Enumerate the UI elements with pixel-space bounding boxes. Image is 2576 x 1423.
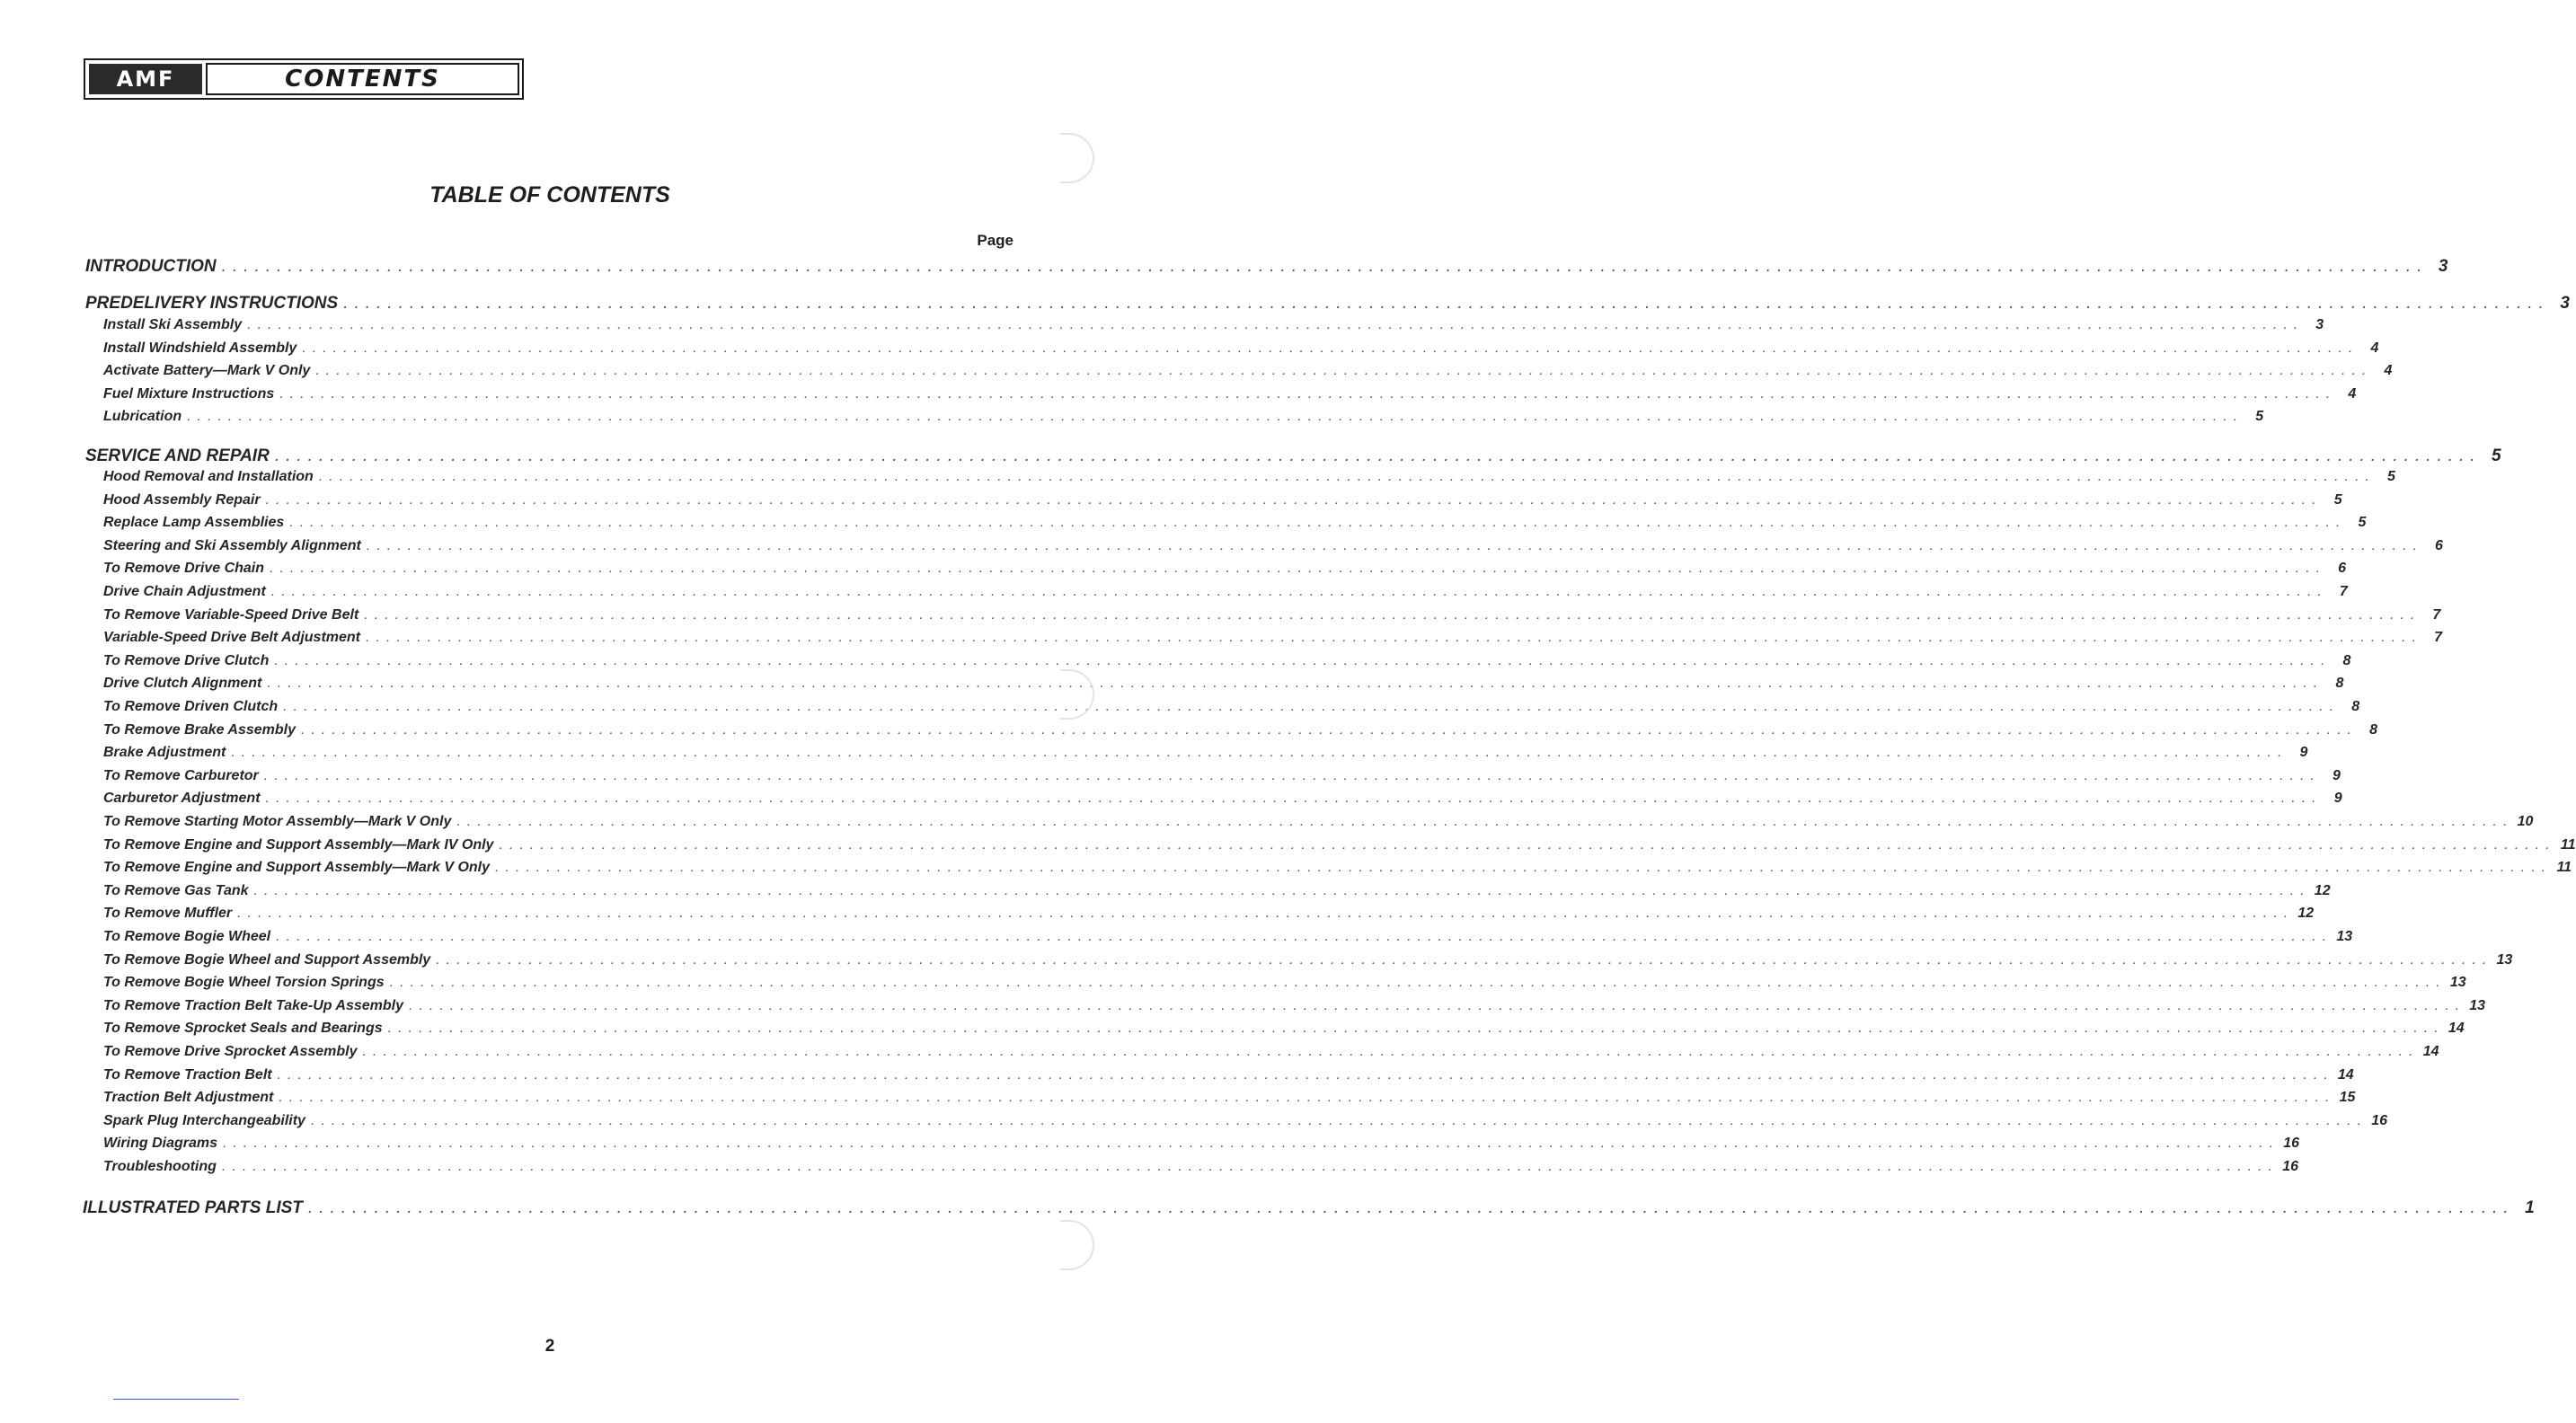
toc-entry-title: To Remove Starting Motor Assembly—Mark V Only: [103, 814, 452, 829]
toc-entry-title: Wiring Diagrams: [103, 1136, 217, 1152]
toc-entry-title: Steering and Ski Assembly Alignment: [103, 537, 361, 553]
toc-item-row: [103, 363, 2393, 384]
dot-leader: ........................................................................................................................................................................................................: [366, 537, 2423, 553]
toc-item-row: [103, 561, 2347, 582]
toc-entry-title: To Remove Traction Belt: [103, 1066, 272, 1083]
amf-logo: AMF: [88, 63, 203, 95]
toc-entry-title: Variable-Speed Drive Belt Adjustment: [103, 630, 360, 646]
toc-entry-title: To Remove Drive Clutch: [103, 652, 270, 668]
toc-entry-page: 5: [2358, 515, 2367, 531]
toc-entry-title: Install Ski Assembly: [103, 317, 243, 332]
toc-entry-page: 12: [2297, 906, 2315, 922]
toc-entry-page: 9: [2333, 791, 2342, 807]
toc-entry-page: 7: [2434, 630, 2443, 646]
toc-entry-page: 14: [2337, 1066, 2354, 1083]
dot-leader: ........................................................................................................................................................................................................: [237, 906, 2295, 922]
toc-entry-title: Troubleshooting: [103, 1159, 217, 1174]
toc-entry-title: To Remove Variable-Speed Drive Belt: [103, 606, 359, 623]
dot-leader: ........................................................................................................................................................................................................: [307, 1198, 2515, 1217]
toc-entry-page: 7: [2339, 584, 2348, 599]
toc-section-row: [83, 1198, 2535, 1220]
toc-entry-title: Replace Lamp Assemblies: [103, 515, 285, 531]
header-title-box: [206, 63, 519, 95]
dot-leader: ........................................................................................................................................................................................................: [301, 721, 2359, 738]
toc-item-row: [103, 929, 2353, 950]
toc-entry-title: Traction Belt Adjustment: [103, 1090, 274, 1106]
dot-leader: ........................................................................................................................................................................................................: [436, 951, 2493, 968]
toc-entry-page: 10: [2517, 814, 2534, 829]
header-bar: [84, 58, 524, 100]
toc-item-row: [103, 906, 2315, 927]
toc-entry-page: 15: [2339, 1090, 2356, 1106]
dot-leader: ........................................................................................................................................................................................................: [409, 997, 2466, 1013]
toc-entry-title: To Remove Engine and Support Assembly—Mark IV Only: [103, 836, 494, 853]
toc-item-row: [103, 630, 2443, 651]
toc-entry-page: 13: [2449, 975, 2466, 991]
dot-leader: ........................................................................................................................................................................................................: [387, 1021, 2445, 1037]
toc-item-row: [103, 767, 2341, 790]
toc-section-row: [85, 257, 2448, 278]
toc-entry-page: 3: [2560, 294, 2570, 313]
page-number: 2: [544, 1337, 555, 1356]
dot-leader: ........................................................................................................................................................................................................: [283, 699, 2341, 714]
toc-item-row: [103, 409, 2264, 430]
toc-item-row: [103, 721, 2378, 744]
toc-entry-title: Install Windshield Assembly: [103, 340, 297, 356]
toc-item-row: [103, 385, 2357, 408]
page-heading: TABLE OF CONTENTS: [429, 182, 670, 208]
toc-entry-page: 8: [2369, 721, 2378, 738]
toc-entry-title: To Remove Bogie Wheel: [103, 929, 271, 944]
dot-leader: ........................................................................................................................................................................................................: [265, 491, 2323, 508]
toc-entry-title: To Remove Brake Assembly: [103, 721, 297, 738]
toc-item-row: [103, 882, 2331, 905]
dot-leader: ........................................................................................................................................................................................................: [274, 446, 2482, 465]
toc-entry-title: Brake Adjustment: [103, 745, 226, 761]
toc-entry-title: Drive Clutch Alignment: [103, 676, 262, 692]
dot-leader: ........................................................................................................................................................................................................: [274, 652, 2332, 668]
toc-item-row: [103, 584, 2348, 605]
toc-entry-page: 5: [2255, 409, 2264, 425]
toc-entry-title: Drive Chain Adjustment: [103, 584, 266, 599]
toc-entry-title: To Remove Drive Sprocket Assembly: [103, 1044, 358, 1059]
dot-leader: ........................................................................................................................................................................................................: [364, 606, 2421, 623]
toc-entry-page: 5: [2333, 491, 2342, 508]
toc-entry-title: To Remove Sprocket Seals and Bearings: [103, 1021, 383, 1037]
toc-item-row: [103, 1066, 2354, 1089]
toc-entry-page: 14: [2448, 1021, 2465, 1037]
toc-entry-page: 3: [2315, 317, 2324, 332]
dot-leader: ........................................................................................................................................................................................................: [247, 317, 2305, 332]
toc-entry-page: 13: [2469, 997, 2486, 1013]
dot-leader: ........................................................................................................................................................................................................: [279, 385, 2337, 402]
toc-entry-title: SERVICE AND REPAIR: [85, 446, 270, 465]
dot-leader: ........................................................................................................................................................................................................: [231, 745, 2288, 761]
toc-entry-title: Hood Removal and Installation: [103, 469, 314, 484]
toc-entry-page: 13: [2336, 929, 2353, 944]
toc-item-row: [103, 515, 2367, 536]
dot-leader: ........................................................................................................................................................................................................: [362, 1044, 2420, 1059]
dot-leader: ........................................................................................................................................................................................................: [279, 1090, 2336, 1106]
toc-entry-title: To Remove Drive Chain: [103, 561, 265, 577]
toc-item-row: [103, 537, 2443, 560]
toc-entry-title: To Remove Driven Clutch: [103, 699, 279, 714]
dot-leader: ........................................................................................................................................................................................................: [223, 1136, 2280, 1152]
dot-leader: ........................................................................................................................................................................................................: [270, 584, 2328, 599]
toc-entry-page: 1: [2525, 1198, 2535, 1217]
toc-entry-title: To Remove Bogie Wheel Torsion Springs: [103, 975, 385, 991]
toc-item-row: [103, 1136, 2300, 1157]
toc-entry-page: 8: [2342, 652, 2351, 668]
toc-entry-title: To Remove Engine and Support Assembly—Mark V Only: [103, 860, 491, 876]
toc-entry-page: 4: [2348, 385, 2357, 402]
binder-hole-mark: [1060, 133, 1094, 183]
dot-leader: ........................................................................................................................................................................................................: [389, 975, 2447, 991]
toc-entry-title: Spark Plug Interchangeability: [103, 1112, 305, 1128]
binder-hole-mark: [1060, 1220, 1094, 1270]
toc-item-row: [103, 1044, 2439, 1065]
toc-entry-page: 9: [2299, 745, 2308, 761]
dot-leader: ........................................................................................................................................................................................................: [343, 294, 2550, 313]
toc-entry-title: PREDELIVERY INSTRUCTIONS: [85, 294, 339, 313]
toc-item-row: [103, 699, 2360, 720]
toc-entry-page: 8: [2335, 676, 2344, 692]
toc-item-row: [103, 652, 2351, 675]
toc-item-row: [103, 836, 2576, 859]
toc-entry-page: 6: [2435, 537, 2443, 553]
page-column-label: Page: [977, 232, 1014, 249]
toc-entry-title: To Remove Carburetor: [103, 767, 259, 783]
toc-item-row: [103, 997, 2486, 1020]
toc-entry-title: INTRODUCTION: [85, 257, 217, 276]
toc-entry-title: Carburetor Adjustment: [103, 791, 261, 807]
toc-entry-page: 11: [2556, 860, 2572, 876]
toc-entry-title: To Remove Bogie Wheel and Support Assembly: [103, 951, 431, 968]
dot-leader: ........................................................................................................................................................................................................: [187, 409, 2244, 425]
toc-item-row: [103, 1021, 2465, 1042]
toc-item-row: [103, 745, 2308, 766]
toc-entry-page: 16: [2371, 1112, 2388, 1128]
toc-item-row: [103, 1112, 2388, 1135]
toc-entry-page: 4: [2370, 340, 2379, 356]
dot-leader: ........................................................................................................................................................................................................: [221, 1159, 2279, 1174]
toc-entry-page: 8: [2351, 699, 2360, 714]
toc-entry-page: 12: [2314, 882, 2331, 898]
toc-item-row: [103, 340, 2379, 362]
toc-entry-title: Lubrication: [103, 409, 182, 425]
dot-leader: ........................................................................................................................................................................................................: [315, 363, 2373, 379]
dot-leader: ........................................................................................................................................................................................................: [456, 814, 2514, 829]
toc-entry-title: To Remove Traction Belt Take-Up Assembly: [103, 997, 404, 1013]
toc-entry-page: 3: [2438, 257, 2448, 276]
toc-item-row: [103, 317, 2324, 339]
dot-leader: ........................................................................................................................................................................................................: [366, 630, 2423, 646]
header-title: CONTENTS: [285, 66, 440, 93]
dot-leader: ........................................................................................................................................................................................................: [267, 676, 2324, 692]
toc-item-row: [103, 860, 2572, 881]
toc-entry-page: 5: [2492, 446, 2501, 465]
dot-leader: ........................................................................................................................................................................................................: [263, 767, 2321, 783]
toc-entry-page: 5: [2386, 469, 2395, 484]
toc-item-row: [103, 1159, 2298, 1180]
toc-entry-page: 14: [2422, 1044, 2439, 1059]
toc-entry-page: 16: [2283, 1136, 2300, 1152]
toc-entry-page: 6: [2338, 561, 2347, 577]
toc-item-row: [103, 491, 2342, 514]
toc-entry-title: Hood Assembly Repair: [103, 491, 261, 508]
dot-leader: ........................................................................................................................................................................................................: [265, 791, 2323, 807]
toc-entry-title: Activate Battery—Mark V Only: [103, 363, 311, 379]
toc-entry-page: 16: [2282, 1159, 2298, 1174]
dot-leader: ........................................................................................................................................................................................................: [221, 257, 2429, 276]
dot-leader: ........................................................................................................................................................................................................: [289, 515, 2347, 531]
dot-leader: ........................................................................................................................................................................................................: [310, 1112, 2368, 1128]
toc-section-row: [85, 446, 2501, 468]
toc-entry-page: 11: [2560, 836, 2576, 853]
dot-leader: ........................................................................................................................................................................................................: [270, 561, 2327, 577]
dot-leader: ........................................................................................................................................................................................................: [276, 929, 2333, 944]
toc-entry-page: 7: [2432, 606, 2441, 623]
toc-entry-page: 13: [2496, 951, 2513, 968]
dot-leader: ........................................................................................................................................................................................................: [302, 340, 2359, 356]
toc-entry-page: 4: [2384, 363, 2393, 379]
toc-item-row: [103, 814, 2534, 835]
toc-item-row: [103, 1090, 2356, 1111]
toc-entry-title: To Remove Gas Tank: [103, 882, 249, 898]
dot-leader: ........................................................................................................................................................................................................: [277, 1066, 2334, 1083]
toc-item-row: [103, 469, 2395, 491]
dot-leader: ........................................................................................................................................................................................................: [318, 469, 2376, 484]
toc-item-row: [103, 606, 2441, 629]
dot-leader: ........................................................................................................................................................................................................: [499, 836, 2556, 853]
toc-item-row: [103, 951, 2513, 974]
toc-entry-title: Fuel Mixture Instructions: [103, 385, 275, 402]
toc-entry-page: 9: [2332, 767, 2341, 783]
toc-item-row: [103, 676, 2344, 697]
toc-entry-title: To Remove Muffler: [103, 906, 233, 922]
toc-item-row: [103, 975, 2466, 996]
toc-item-row: [103, 791, 2342, 812]
dot-leader: ........................................................................................................................................................................................................: [495, 860, 2553, 876]
dot-leader: ........................................................................................................................................................................................................: [253, 882, 2311, 898]
toc-section-row: [85, 294, 2570, 315]
footer-line: [113, 1399, 239, 1400]
toc-entry-title: ILLUSTRATED PARTS LIST: [83, 1198, 303, 1217]
